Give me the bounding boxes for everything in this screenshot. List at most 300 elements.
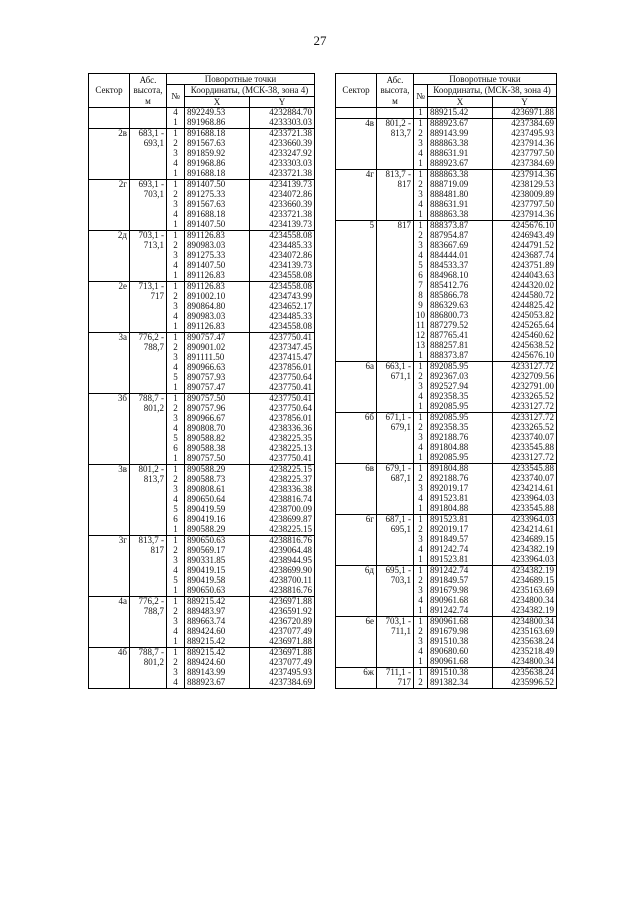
point-number-cell: 1 (167, 465, 185, 476)
point-number-cell: 10 (414, 311, 428, 321)
y-coordinate-cell: 4237495.93 (511, 129, 555, 139)
altitude-cell: 801,2 - (130, 465, 167, 476)
y-coordinate-cell: 4238816.76 (269, 586, 313, 596)
x-coordinate-cell: 890901.02 (185, 343, 250, 353)
altitude-cell (130, 302, 167, 312)
x-coordinate-cell: 891523.81 (428, 555, 493, 566)
y-coordinate-cell: 4245638.52 (511, 341, 555, 351)
sector-cell (89, 108, 130, 119)
x-coordinate-cell: 890757.50 (185, 394, 250, 405)
x-coordinate-cell: 890569.17 (185, 546, 250, 556)
table-row (89, 302, 315, 312)
x-coordinate-cell: 890588.73 (185, 475, 250, 485)
x-coordinate-cell: 891849.57 (428, 576, 493, 586)
altitude-cell (377, 261, 414, 271)
x-coordinate-cell: 891523.81 (428, 515, 493, 526)
altitude-cell (130, 617, 167, 627)
x-coordinate-cell: 892019.17 (428, 484, 493, 494)
altitude-cell (377, 351, 414, 362)
y-coordinate-cell: 4234743.99 (269, 292, 313, 302)
sector-cell (89, 576, 130, 586)
point-number-cell: 1 (167, 271, 185, 282)
altitude-cell (377, 545, 414, 555)
coordinates-table-left (88, 73, 315, 689)
altitude-cell: 671,1 (377, 372, 414, 382)
point-number-cell: 3 (167, 556, 185, 566)
altitude-cell (130, 210, 167, 220)
altitude-header: Абс. высота, м (377, 74, 414, 108)
point-number-cell: 4 (167, 261, 185, 271)
table-row (89, 394, 315, 405)
table-body-right (336, 108, 557, 689)
sector-cell: 3а (89, 333, 130, 344)
y-coordinate-cell: 4238129.53 (511, 180, 555, 190)
x-coordinate-cell: 891859.92 (185, 149, 250, 159)
x-coordinate-cell: 891804.88 (428, 443, 493, 453)
sector-cell (336, 545, 377, 555)
sector-cell: 6ж (336, 668, 377, 679)
y-coordinate-cell: 4233127.72 (493, 362, 557, 373)
y-coordinate-cell: 4234800.34 (511, 596, 555, 606)
point-number-cell: 1 (414, 555, 428, 566)
sector-cell (89, 271, 130, 282)
x-coordinate-cell: 892085.95 (428, 362, 493, 373)
sector-cell (89, 444, 130, 454)
altitude-cell (130, 261, 167, 271)
x-coordinate-cell: 886329.63 (428, 301, 493, 311)
y-coordinate-cell: 4234382.19 (511, 606, 555, 616)
altitude-cell: 776,2 - (130, 597, 167, 608)
y-coordinate-cell: 4232791.00 (511, 382, 555, 392)
point-number-cell: 4 (167, 678, 185, 689)
point-number-cell: 1 (167, 180, 185, 191)
altitude-cell: 711,1 (377, 627, 414, 637)
point-number-cell: 4 (167, 159, 185, 169)
table-row (89, 536, 315, 547)
y-coordinate-cell: 4233660.39 (269, 139, 313, 149)
table-row (336, 108, 557, 119)
sector-cell (89, 668, 130, 678)
point-number-cell: 1 (167, 231, 185, 242)
y-coordinate-cell: 4237384.69 (493, 119, 557, 130)
altitude-cell: 801,2 - (377, 119, 414, 130)
sector-cell (89, 495, 130, 505)
y-coordinate-cell: 4244791.52 (511, 241, 555, 251)
sector-cell: 5 (336, 221, 377, 232)
altitude-cell: 679,1 - (377, 464, 414, 475)
point-number-cell: 1 (414, 453, 428, 464)
altitude-cell: 813,7 - (130, 536, 167, 547)
sector-cell: 2д (89, 231, 130, 242)
y-coordinate-cell: 4233127.72 (493, 413, 557, 424)
altitude-cell (130, 495, 167, 505)
table-row (336, 301, 557, 311)
table-row (89, 118, 315, 129)
altitude-cell (377, 311, 414, 321)
point-number-cell: 2 (414, 372, 428, 382)
table-row (336, 443, 557, 453)
sector-cell (89, 546, 130, 556)
sector-cell (336, 139, 377, 149)
table-row (336, 241, 557, 251)
point-number-cell: 1 (414, 108, 428, 119)
x-coordinate-cell: 891849.57 (428, 535, 493, 545)
y-coordinate-cell: 4245265.64 (511, 321, 555, 331)
sector-cell (336, 190, 377, 200)
y-coordinate-cell: 4237415.47 (269, 353, 313, 363)
x-coordinate-cell: 892019.17 (428, 525, 493, 535)
altitude-cell (377, 231, 414, 241)
x-coordinate-cell: 888373.87 (428, 351, 493, 362)
table-row (89, 434, 315, 444)
x-coordinate-cell: 892085.95 (428, 413, 493, 424)
y-coordinate-cell: 4234072.86 (269, 190, 313, 200)
sector-cell (336, 231, 377, 241)
y-coordinate-cell: 4237347.45 (269, 343, 313, 353)
table-row (336, 281, 557, 291)
point-number-cell: 1 (167, 129, 185, 140)
x-coordinate-cell: 891968.86 (185, 159, 250, 169)
x-coordinate-cell: 890961.68 (428, 657, 493, 668)
sector-cell (336, 311, 377, 321)
table-row (336, 637, 557, 647)
sector-cell (336, 606, 377, 617)
point-number-cell: 1 (414, 170, 428, 181)
sector-cell: 6е (336, 617, 377, 628)
y-coordinate-cell: 4234689.15 (511, 535, 555, 545)
x-coordinate-cell: 890864.80 (185, 302, 250, 312)
altitude-cell (130, 271, 167, 282)
point-number-cell: 2 (414, 180, 428, 190)
y-coordinate-cell: 4237750.64 (269, 404, 313, 414)
point-number-cell: 1 (414, 617, 428, 628)
x-coordinate-cell: 890588.29 (185, 465, 250, 476)
point-number-cell: 2 (414, 525, 428, 535)
y-coordinate-cell: 4237384.69 (269, 678, 313, 688)
table-row (336, 382, 557, 392)
altitude-cell (130, 525, 167, 536)
table-row (89, 190, 315, 200)
y-coordinate-cell: 4233721.38 (269, 169, 313, 179)
point-number-cell: 2 (414, 474, 428, 484)
altitude-cell (377, 453, 414, 464)
y-coordinate-cell: 4238336.36 (269, 424, 313, 434)
altitude-cell (377, 382, 414, 392)
table-row (89, 546, 315, 556)
y-coordinate-cell: 4238699.87 (269, 515, 313, 525)
point-number-cell: 1 (167, 118, 185, 129)
page-number: 27 (313, 33, 327, 48)
point-number-cell: 1 (414, 159, 428, 170)
altitude-cell (377, 494, 414, 504)
point-number-cell: 3 (414, 382, 428, 392)
point-number-cell: 3 (414, 535, 428, 545)
number-header: № (167, 85, 185, 108)
table-row (89, 108, 315, 119)
altitude-cell: 713,1 (130, 241, 167, 251)
y-coordinate-cell: 4245460.62 (511, 331, 555, 341)
y-coordinate-cell: 4237077.49 (269, 658, 313, 668)
table-row (336, 129, 557, 139)
altitude-cell: 817 (377, 180, 414, 190)
x-coordinate-cell: 892085.95 (428, 453, 493, 464)
altitude-cell: 788,7 (130, 607, 167, 617)
y-coordinate-cell: 4234558.08 (269, 322, 313, 332)
table-row (89, 495, 315, 505)
y-coordinate-cell: 4233545.88 (511, 504, 555, 514)
x-coordinate-cell: 891126.83 (185, 271, 250, 282)
sector-cell (336, 484, 377, 494)
table-row (89, 525, 315, 536)
point-number-cell: 2 (167, 139, 185, 149)
x-coordinate-cell: 891275.33 (185, 190, 250, 200)
table-row (89, 292, 315, 302)
x-coordinate-cell: 890331.85 (185, 556, 250, 566)
table-row (336, 617, 557, 628)
point-number-cell: 1 (414, 351, 428, 362)
y-coordinate-cell: 4234485.33 (269, 241, 313, 251)
altitude-cell (377, 291, 414, 301)
y-coordinate-cell: 4233964.03 (511, 555, 555, 565)
x-coordinate-cell: 890757.93 (185, 373, 250, 383)
altitude-cell (130, 251, 167, 261)
sector-cell: 4г (336, 170, 377, 181)
altitude-cell (130, 627, 167, 637)
sector-cell (336, 678, 377, 689)
sector-cell (89, 261, 130, 271)
y-header: Y (250, 96, 315, 107)
table-row (89, 251, 315, 261)
point-number-cell: 4 (167, 495, 185, 505)
point-number-cell: 2 (414, 231, 428, 241)
altitude-cell (377, 555, 414, 566)
y-coordinate-cell: 4238944.95 (269, 556, 313, 566)
table-row (336, 190, 557, 200)
table-row (336, 464, 557, 475)
sector-cell (336, 453, 377, 464)
y-coordinate-cell: 4237797.50 (511, 200, 555, 210)
point-number-cell: 5 (167, 576, 185, 586)
y-coordinate-cell: 4233127.72 (511, 453, 555, 463)
x-coordinate-cell: 891688.18 (185, 129, 250, 140)
x-coordinate-cell: 890588.29 (185, 525, 250, 536)
table-row (336, 484, 557, 494)
table-row (89, 231, 315, 242)
sector-cell: 3б (89, 394, 130, 405)
x-coordinate-cell: 892527.94 (428, 382, 493, 392)
point-number-cell: 9 (414, 301, 428, 311)
table-row (89, 241, 315, 251)
altitude-cell: 703,1 - (377, 617, 414, 628)
x-coordinate-cell: 889143.99 (185, 668, 250, 678)
y-coordinate-cell: 4234072.86 (269, 251, 313, 261)
altitude-cell (130, 383, 167, 394)
x-coordinate-cell: 890419.59 (185, 505, 250, 515)
table-row (89, 343, 315, 353)
y-coordinate-cell: 4244043.63 (511, 271, 555, 281)
sector-cell (89, 515, 130, 525)
x-coordinate-cell: 888923.67 (428, 119, 493, 130)
y-coordinate-cell: 4232884.70 (269, 107, 313, 118)
x-coordinate-cell: 890808.61 (185, 485, 250, 495)
point-number-cell: 3 (414, 433, 428, 443)
x-coordinate-cell: 891407.50 (185, 220, 250, 231)
y-coordinate-cell: 4233545.88 (511, 443, 555, 453)
sector-cell (89, 139, 130, 149)
table-row (89, 678, 315, 689)
sector-cell (336, 149, 377, 159)
sector-cell (336, 657, 377, 668)
table-row (89, 414, 315, 424)
y-coordinate-cell: 4238225.37 (269, 475, 313, 485)
table-row (89, 617, 315, 627)
point-number-cell: 1 (414, 515, 428, 526)
point-number-cell: 1 (167, 648, 185, 659)
altitude-cell: 801,2 (130, 404, 167, 414)
altitude-cell (130, 505, 167, 515)
sector-cell (89, 414, 130, 424)
sector-cell (89, 302, 130, 312)
y-coordinate-cell: 4234382.19 (493, 566, 557, 577)
point-number-cell: 4 (414, 647, 428, 657)
table-row (89, 597, 315, 608)
y-coordinate-cell: 4235163.69 (511, 627, 555, 637)
point-number-cell: 3 (167, 668, 185, 678)
y-coordinate-cell: 4235638.24 (493, 668, 557, 679)
point-number-cell: 1 (414, 402, 428, 413)
table-row (336, 413, 557, 424)
x-coordinate-cell: 886800.73 (428, 311, 493, 321)
table-row (89, 149, 315, 159)
sector-cell: 4б (89, 648, 130, 659)
point-number-cell: 5 (167, 434, 185, 444)
altitude-cell: 817 (130, 546, 167, 556)
y-coordinate-cell: 4233660.39 (269, 200, 313, 210)
altitude-cell (377, 331, 414, 341)
y-coordinate-cell: 4237914.36 (511, 210, 555, 220)
sector-cell (89, 210, 130, 220)
x-coordinate-cell: 891510.38 (428, 668, 493, 679)
altitude-cell (130, 515, 167, 525)
table-row (336, 180, 557, 190)
x-coordinate-cell: 888923.67 (428, 159, 493, 170)
sector-cell (89, 373, 130, 383)
coordinates-header: Координаты, (МСК-38, зона 4) (185, 85, 315, 96)
y-coordinate-cell: 4233740.07 (511, 474, 555, 484)
x-coordinate-cell: 891804.88 (428, 504, 493, 515)
x-coordinate-cell: 888719.09 (428, 180, 493, 190)
x-coordinate-cell: 889215.42 (185, 637, 250, 648)
altitude-cell: 713,1 - (130, 282, 167, 293)
sector-cell (336, 241, 377, 251)
sector-cell (89, 586, 130, 597)
sector-cell (89, 200, 130, 210)
x-coordinate-cell: 889424.60 (185, 658, 250, 668)
sector-cell (336, 535, 377, 545)
y-coordinate-cell: 4239064.48 (269, 546, 313, 556)
x-coordinate-cell: 889424.60 (185, 627, 250, 637)
x-coordinate-cell: 891510.38 (428, 637, 493, 647)
table-row (89, 586, 315, 597)
sector-cell: 6г (336, 515, 377, 526)
sector-cell (89, 637, 130, 648)
table-row (89, 333, 315, 344)
y-coordinate-cell: 4237750.64 (269, 373, 313, 383)
point-number-cell: 4 (167, 363, 185, 373)
x-coordinate-cell: 887765.41 (428, 331, 493, 341)
point-number-cell: 5 (414, 261, 428, 271)
altitude-cell (130, 373, 167, 383)
sector-cell: 6в (336, 464, 377, 475)
altitude-cell (130, 363, 167, 373)
altitude-cell (377, 251, 414, 261)
sector-cell (89, 118, 130, 129)
point-number-cell: 1 (167, 525, 185, 536)
altitude-cell: 813,7 - (377, 170, 414, 181)
table-row (89, 444, 315, 454)
altitude-cell (377, 402, 414, 413)
sector-cell (89, 343, 130, 353)
point-number-cell: 6 (167, 515, 185, 525)
sector-cell (89, 292, 130, 302)
turning-points-header: Поворотные точки (167, 74, 315, 85)
x-coordinate-cell: 891523.81 (428, 494, 493, 504)
altitude-cell: 695,1 - (377, 566, 414, 577)
y-coordinate-cell: 4237384.69 (511, 159, 555, 169)
sector-cell (89, 525, 130, 536)
x-coordinate-cell: 891407.50 (185, 261, 250, 271)
altitude-cell (377, 586, 414, 596)
table-row (89, 465, 315, 476)
point-number-cell: 3 (167, 149, 185, 159)
y-coordinate-cell: 4245053.82 (511, 311, 555, 321)
altitude-cell (377, 392, 414, 402)
point-number-cell: 4 (167, 210, 185, 220)
altitude-cell: 801,2 (130, 658, 167, 668)
table-row (336, 210, 557, 221)
altitude-cell (130, 454, 167, 465)
x-coordinate-cell: 890808.70 (185, 424, 250, 434)
altitude-cell: 683,1 - (130, 129, 167, 140)
x-coordinate-cell: 884968.10 (428, 271, 493, 281)
y-coordinate-cell: 4245676.10 (511, 351, 555, 361)
y-coordinate-cell: 4234652.17 (269, 302, 313, 312)
sector-cell: 4в (336, 119, 377, 130)
table-row (336, 341, 557, 351)
y-coordinate-cell: 4236971.88 (250, 597, 315, 608)
x-coordinate-cell: 888373.87 (428, 221, 493, 232)
sector-cell (89, 627, 130, 637)
table-body-left (89, 108, 315, 689)
table-row (336, 372, 557, 382)
x-coordinate-cell: 891111.50 (185, 353, 250, 363)
altitude-cell: 703,1 (130, 190, 167, 200)
table-row (336, 586, 557, 596)
point-number-cell: 1 (414, 657, 428, 668)
table-row (89, 261, 315, 271)
table-row (89, 454, 315, 465)
point-number-cell: 4 (414, 443, 428, 453)
sector-cell (336, 423, 377, 433)
sector-cell (89, 251, 130, 261)
sector-header: Сектор (336, 74, 377, 108)
x-coordinate-cell: 890983.03 (185, 241, 250, 251)
point-number-cell: 7 (414, 281, 428, 291)
sector-cell (336, 596, 377, 606)
table-row (336, 423, 557, 433)
y-coordinate-cell: 4237856.01 (269, 414, 313, 424)
x-coordinate-cell: 883667.69 (428, 241, 493, 251)
